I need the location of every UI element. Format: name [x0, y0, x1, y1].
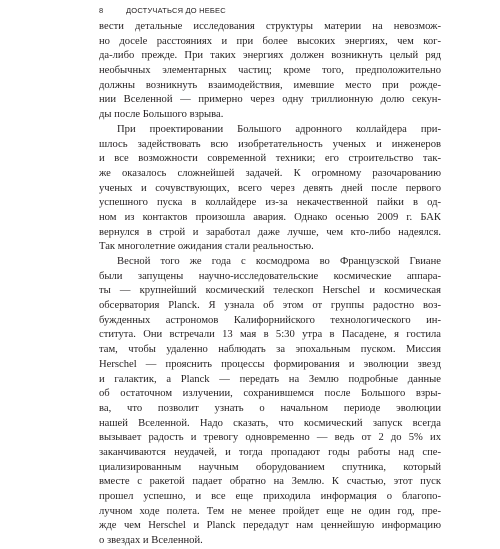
- text-line: вызывает радость и тревогу одновременно — ведь от 2 до 5% их: [99, 432, 441, 444]
- text-line: да-либо прежде. При таких энергиях должен возникнуть целый ряд: [99, 50, 441, 62]
- text-line: заканчиваются неудачей, и тогда пропадают годы работы над спе-: [99, 446, 441, 458]
- text-line: о звездах и Вселенной.: [99, 535, 203, 547]
- body-text: [99, 20, 441, 549]
- text-line: лучном ходе полета. Тем не менее пройдет еще не один год, пре-: [99, 505, 441, 517]
- text-line: успешного пуска в коллайдере из-за некачественной пайки в од-: [99, 197, 441, 209]
- text-line: нии Вселенной — примерно через одну триллионную долю секун-: [99, 94, 441, 106]
- text-line: ты — крупнейший космический телескоп Herschel и космическая: [99, 285, 441, 297]
- running-head-title: ДОСТУЧАТЬСЯ ДО НЕБЕС: [126, 6, 226, 15]
- text-line: жде чем Herschel и Planck передадут нам ценнейшую информацию: [99, 520, 441, 532]
- text-line: вместе с ракетой падает обратно на Землю. К счастью, этот пуск: [99, 476, 441, 488]
- text-line: нашей Вселенной. Надо сказать, что космический запуск всегда: [99, 417, 441, 429]
- text-line: там, чтобы удаленно наблюдать за эпохальным пуском. Миссия: [99, 344, 441, 356]
- text-line: Herschel — прояснить процессы формирования и эволюции звезд: [99, 358, 441, 370]
- text-line: При проектировании Большого адронного коллайдера при-: [117, 123, 441, 135]
- text-line: Весной того же года с космодрома во Французской Гвиане: [117, 256, 441, 267]
- text-line: ученых и сочувствующих, всего через девять дней после первого: [99, 182, 441, 194]
- text-line: ститута. Они встречали 13 мая в 5:30 утра в Пасадене, я гостила: [99, 329, 441, 341]
- page-number: 8: [99, 6, 104, 15]
- text-line: вести детальные исследования структуры материи на невозмож-: [99, 21, 441, 32]
- paragraph: [99, 20, 441, 123]
- text-line: ном из контактов произошла авария. Однако осенью 2009 г. БАК: [99, 211, 441, 223]
- paragraph: [99, 123, 441, 255]
- text-line: же оказалось сложнейшей задачей. К огромному разочарованию: [99, 167, 441, 179]
- text-line: обсерватория Planck. Я узнала об этом от группы радостно воз-: [99, 300, 441, 312]
- paragraph: [99, 255, 441, 549]
- text-line: ва, что позволит узнать о начальном периоде эволюции: [99, 402, 441, 414]
- text-line: должны возникнуть взаимодействия, имевшие место при рожде-: [99, 79, 441, 91]
- text-line: и все возможности современной техники; его строительство так-: [99, 153, 441, 165]
- text-line: об остаточном излучении, сохранившемся после Большого взры-: [99, 388, 441, 400]
- text-line: ды после Большого взрыва.: [99, 109, 224, 121]
- text-line: шлось задействовать всю изобретательность ученых и инженеров: [99, 138, 441, 150]
- text-line: прошел успешно, и все еще приходила информация о благопо-: [99, 491, 441, 502]
- text-line: циализированным научным оборудованием спутника, который: [99, 461, 441, 473]
- text-line: были запущены научно-исследовательские космические аппара-: [99, 270, 441, 282]
- text-line: и галактик, а Planck — передать на Землю подробные данные: [99, 373, 441, 385]
- text-line: необычных элементарных частиц; кроме того, предположительно: [99, 65, 441, 77]
- text-line: вернулся в строй и заработал даже лучше, чем кто-либо надеялся.: [99, 226, 441, 238]
- text-line: Так многолетние ожидания стали реальностью.: [99, 241, 314, 253]
- text-line: бужденных астрономов Калифорнийского технологического ин-: [99, 314, 441, 326]
- text-line: но досele расстояниях и при более высоких энергиях, чем ког-: [99, 35, 441, 47]
- running-head: [99, 6, 439, 18]
